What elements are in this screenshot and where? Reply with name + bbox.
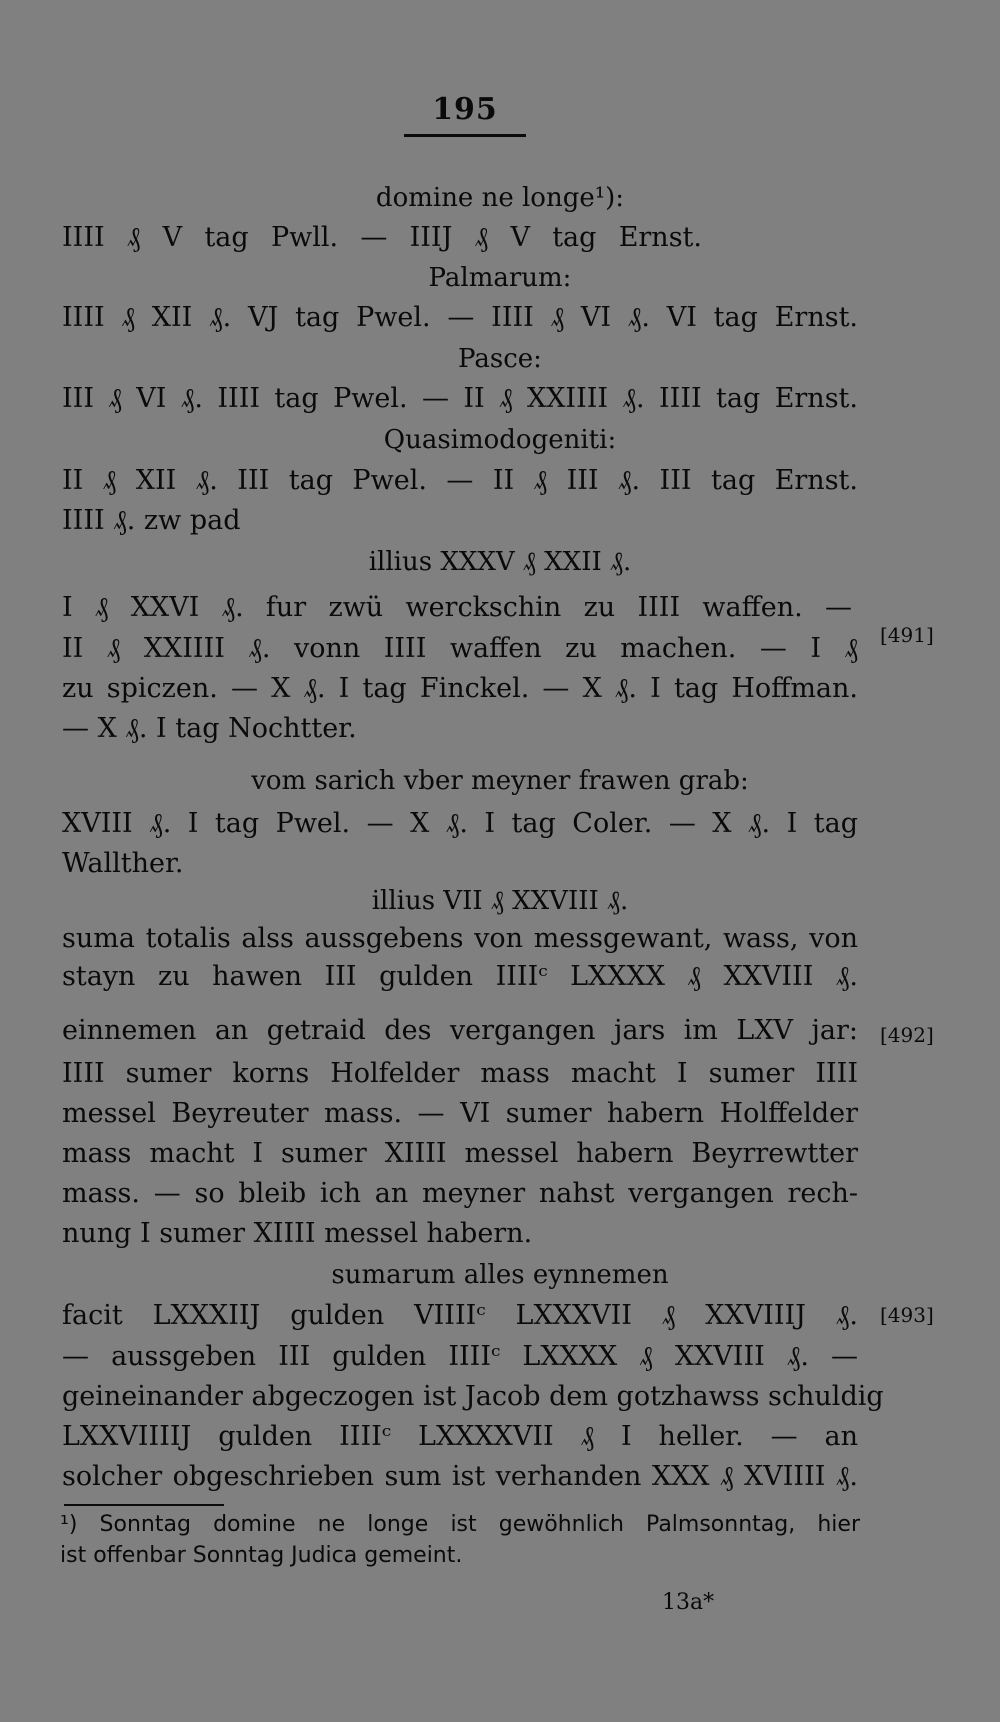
footnote-rule — [64, 1504, 224, 1506]
heading-domine-ne-longe: domine ne longe¹): — [375, 183, 625, 213]
text-line-31: solcher obgeschrieben sum ist verhanden XXX ₰ XVIIII ₰. — [62, 1461, 858, 1492]
text-line-24: mass. — so bleib ich an meyner nahst vergangen rech- — [62, 1178, 858, 1209]
text-line-18: suma totalis alss aussgebens von messgewant, wass, von — [62, 923, 858, 954]
heading-vom-sarich: vom sarich vber meyner frawen grab: — [251, 766, 749, 796]
footnote-line-1: ¹) Sonntag domine ne longe ist gewöhnlich Palmsonntag, hier — [60, 1512, 860, 1537]
text-line-11: II ₰ XXIIII ₰. vonn IIII waffen zu machen. — I ₰ — [62, 633, 858, 664]
signature-mark: 13a* — [662, 1590, 715, 1615]
margin-note-493: [493] — [880, 1303, 934, 1327]
text-line-13: — X ₰. I tag Nochtter. — [62, 713, 357, 744]
text-line-15: XVIII ₰. I tag Pwel. — X ₰. I tag Coler. — X ₰. I tag — [62, 808, 858, 839]
heading-illius-2: illius VII ₰ XXVIII ₰. — [371, 886, 629, 916]
text-line-3: IIII ₰ XII ₰. VJ tag Pwel. — IIII ₰ VI ₰. VI tag Ernst. — [62, 302, 858, 333]
text-line-25: nung I sumer XIIII messel habern. — [62, 1218, 533, 1249]
page-number: 195 — [432, 92, 498, 127]
text-line-7: II ₰ XII ₰. III tag Pwel. — II ₰ III ₰. III tag Ernst. — [62, 465, 858, 496]
text-line-22: messel Beyreuter mass. — VI sumer habern Holffelder — [62, 1098, 858, 1129]
text-line-19: stayn zu hawen III gulden IIIIᶜ LXXXX ₰ XXVIII ₰. — [62, 961, 858, 992]
heading-sumarum: sumarum alles eynnemen — [331, 1260, 669, 1290]
text-line-12: zu spiczen. — X ₰. I tag Finckel. — X ₰. I tag Hoffman. — [62, 673, 858, 704]
text-line-8: IIII ₰. zw pad — [62, 505, 241, 536]
footnote-line-2: ist offenbar Sonntag Judica gemeint. — [60, 1543, 463, 1568]
margin-note-492: [492] — [880, 1023, 934, 1047]
heading-pasce: Pasce: — [458, 344, 542, 374]
heading-palmarum: Palmarum: — [428, 263, 572, 293]
margin-note-491: [491] — [880, 623, 934, 647]
page-number-rule — [404, 134, 526, 137]
text-line-1: IIII ₰ V tag Pwll. — IIIJ ₰ V tag Ernst. — [62, 222, 702, 253]
heading-illius-1: illius XXXV ₰ XXII ₰. — [368, 547, 632, 577]
text-line-5: III ₰ VI ₰. IIII tag Pwel. — II ₰ XXIIII ₰. IIII tag Ernst. — [62, 383, 858, 414]
text-line-23: mass macht I sumer XIIII messel habern Beyrrewtter — [62, 1138, 858, 1169]
text-line-30: LXXVIIIIJ gulden IIIIᶜ LXXXXVII ₰ I heller. — an — [62, 1421, 858, 1452]
text-line-27: facit LXXXIIJ gulden VIIIIᶜ LXXXVII ₰ XXVIIIJ ₰. — [62, 1300, 858, 1331]
text-line-21: IIII sumer korns Holfelder mass macht I sumer IIII — [62, 1058, 858, 1089]
text-line-20: einnemen an getraid des vergangen jars im LXV jar: — [62, 1015, 858, 1046]
text-line-29: geineinander abgeczogen ist Jacob dem gotzhawss schuldig — [62, 1381, 884, 1412]
text-line-28: — aussgeben III gulden IIIIᶜ LXXXX ₰ XXVIII ₰. — — [62, 1341, 858, 1372]
text-line-10: I ₰ XXVI ₰. fur zwü werckschin zu IIII waffen. — — [62, 592, 852, 623]
text-line-16: Wallther. — [62, 848, 184, 879]
heading-quasimodogeniti: Quasimodogeniti: — [383, 425, 617, 455]
